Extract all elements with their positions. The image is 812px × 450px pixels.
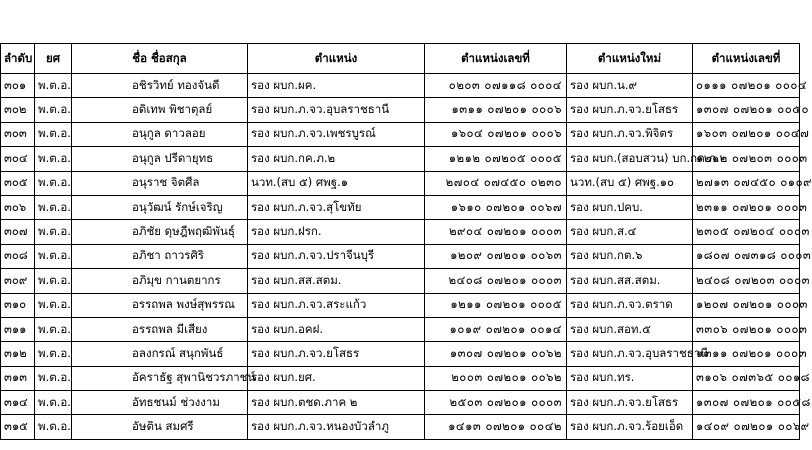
table-row [1, 293, 800, 317]
cell-new-position-number: ๑๒๑๒ ๐๗๒๐๓ ๐๐๐๓ [693, 147, 800, 171]
cell-position-number: ๒๕๐๓ ๐๗๒๐๑ ๐๐๐๓ [425, 391, 567, 415]
cell-position: รอง ผบก.ผค. [248, 74, 425, 98]
cell-rank: พ.ต.อ. [35, 195, 72, 219]
cell-new-position: รอง ผบก.ส.๔ [567, 220, 693, 244]
cell-rank: พ.ต.อ. [35, 317, 72, 341]
cell-position-number: ๑๒๑๑ ๐๗๒๐๑ ๐๐๐๕ [425, 293, 567, 317]
cell-number: ๓๐๖ [1, 195, 35, 219]
cell-position: รอง ผบก.ภ.จว.สุโขทัย [248, 195, 425, 219]
cell-new-position-number: ๑๓๐๗ ๐๗๒๐๑ ๐๐๕๐ [693, 98, 800, 122]
cell-number: ๓๑๑ [1, 317, 35, 341]
cell-position: นวท.(สบ ๕) ศพฐ.๑ [248, 171, 425, 195]
cell-position-number: ๑๒๐๙ ๐๗๒๐๑ ๐๐๖๓ [425, 244, 567, 268]
cell-rank: พ.ต.อ. [35, 391, 72, 415]
cell-position: รอง ผบก.อคฝ. [248, 317, 425, 341]
cell-position: รอง ผบก.ภ.จว.หนองบัวลำภู [248, 415, 425, 439]
table-row [1, 195, 800, 219]
cell-name: อภิชา ถาวรศิริ [72, 244, 248, 268]
cell-rank: พ.ต.อ. [35, 122, 72, 146]
cell-position: รอง ผบก.ฝรก. [248, 220, 425, 244]
cell-new-position: รอง ผบก.น.๙ [567, 74, 693, 98]
cell-name: อนุกูล ดาวลอย [72, 122, 248, 146]
cell-position-number: ๑๐๑๙ ๐๗๒๐๑ ๐๐๑๔ [425, 317, 567, 341]
cell-rank: พ.ต.อ. [35, 220, 72, 244]
cell-name: อชิรวิทย์ ทองจันดี [72, 74, 248, 98]
cell-number: ๓๐๘ [1, 244, 35, 268]
table-row [1, 366, 800, 390]
table-row [1, 244, 800, 268]
cell-new-position: รอง ผบก.ภ.จว.ยโสธร [567, 391, 693, 415]
table-row [1, 342, 800, 366]
cell-position-number: ๑๒๑๒ ๐๗๒๐๕ ๐๐๐๕ [425, 147, 567, 171]
cell-position: รอง ผบก.สส.สตม. [248, 269, 425, 293]
header-row [1, 44, 800, 74]
cell-name: อภิชัย ดุษฎีพฤฒิพันธุ์ [72, 220, 248, 244]
cell-new-position-number: ๒๓๐๕ ๐๗๒๐๔ ๐๐๐๓ [693, 220, 800, 244]
cell-new-position-number: ๑๓๐๗ ๐๗๒๐๑ ๐๐๕๘ [693, 391, 800, 415]
cell-new-position: รอง ผบก.กต.๖ [567, 244, 693, 268]
table-row [1, 317, 800, 341]
cell-new-position-number: ๑๔๐๙ ๐๗๒๐๑ ๐๐๖๙ [693, 415, 800, 439]
cell-name: อนุราช จิตศีล [72, 171, 248, 195]
cell-position-number: ๑๓๐๗ ๐๗๒๐๑ ๐๐๖๒ [425, 342, 567, 366]
cell-rank: พ.ต.อ. [35, 342, 72, 366]
cell-name: อนุกูล ปรีดายุทธ [72, 147, 248, 171]
personnel-table [0, 43, 812, 440]
cell-position: รอง ผบก.ภ.จว.สระแก้ว [248, 293, 425, 317]
cell-position-number: ๒๗๐๔ ๐๗๔๕๐ ๐๒๓๐ [425, 171, 567, 195]
cell-number: ๓๑๐ [1, 293, 35, 317]
cell-number: ๓๐๕ [1, 171, 35, 195]
cell-new-position-number: ๓๓๐๖ ๐๗๒๐๑ ๐๐๐๓ [693, 317, 800, 341]
cell-number: ๓๐๗ [1, 220, 35, 244]
cell-position: รอง ผบก.ภ.จว.เพชรบูรณ์ [248, 122, 425, 146]
cell-position-number: ๑๔๑๓ ๐๗๒๐๑ ๐๐๔๒ [425, 415, 567, 439]
header-rank: ยศ [35, 44, 72, 74]
cell-position-number: ๐๒๐๓ ๐๗๑๑๘ ๐๐๐๔ [425, 74, 567, 98]
cell-rank: พ.ต.อ. [35, 74, 72, 98]
cell-name: อรรถพล มีเสียง [72, 317, 248, 341]
cell-position: รอง ผบก.ตชด.ภาค ๒ [248, 391, 425, 415]
cell-new-position-number: ๒๗๑๓ ๐๗๔๕๐ ๐๑๐๙ [693, 171, 800, 195]
cell-name: อัทธชนม์ ช่วงงาม [72, 391, 248, 415]
header-position: ตำแหน่ง [248, 44, 425, 74]
cell-rank: พ.ต.อ. [35, 293, 72, 317]
cell-position-number: ๒๐๐๓ ๐๗๒๐๑ ๐๐๖๒ [425, 366, 567, 390]
header-new-position-number: ตำแหน่งเลขที่ [693, 44, 800, 74]
table-row [1, 171, 800, 195]
cell-rank: พ.ต.อ. [35, 147, 72, 171]
table-row [1, 74, 800, 98]
cell-new-position: รอง ผบก.ภ.จว.ร้อยเอ็ด [567, 415, 693, 439]
cell-new-position-number: ๑๒๐๗ ๐๗๒๐๑ ๐๐๐๓ [693, 293, 800, 317]
cell-position: รอง ผบก.ภ.จว.อุบลราชธานี [248, 98, 425, 122]
cell-new-position-number: ๓๑๐๖ ๐๗๓๖๕ ๐๐๑๘ [693, 366, 800, 390]
cell-name: อรรถพล พงษ์สุพรรณ [72, 293, 248, 317]
cell-new-position: รอง ผบก.ภ.จว.อุบลราชธานี [567, 342, 693, 366]
cell-position-number: ๒๔๐๘ ๐๗๒๐๑ ๐๐๐๓ [425, 269, 567, 293]
cell-name: อดิเทพ พิชาตุลย์ [72, 98, 248, 122]
cell-new-position-number: ๑๘๐๗ ๐๗๓๑๘ ๐๐๐๓ [693, 244, 800, 268]
cell-new-position-number: ๒๔๐๘ ๐๗๒๐๓ ๐๐๐๓ [693, 269, 800, 293]
table-row [1, 147, 800, 171]
cell-name: อัคราธัฐ สุพานิชวรภาชน์ [72, 366, 248, 390]
table-row [1, 391, 800, 415]
cell-number: ๓๑๕ [1, 415, 35, 439]
cell-position-number: ๑๓๑๑ ๐๗๒๐๑ ๐๐๐๖ [425, 98, 567, 122]
cell-new-position: รอง ผบก.ทร. [567, 366, 693, 390]
header-position-number: ตำแหน่งเลขที่ [425, 44, 567, 74]
cell-rank: พ.ต.อ. [35, 98, 72, 122]
cell-name: อภิมุข กานตยากร [72, 269, 248, 293]
cell-new-position: รอง ผบก.(สอบสวน) บก.กค.ภ.๒ [567, 147, 693, 171]
cell-number: ๓๑๔ [1, 391, 35, 415]
cell-position-number: ๒๙๐๔ ๐๗๒๐๑ ๐๐๐๓ [425, 220, 567, 244]
cell-number: ๓๐๓ [1, 122, 35, 146]
cell-number: ๓๐๑ [1, 74, 35, 98]
cell-new-position: รอง ผบก.สส.สตม. [567, 269, 693, 293]
cell-rank: พ.ต.อ. [35, 171, 72, 195]
table-body [1, 74, 812, 440]
cell-number: ๓๑๒ [1, 342, 35, 366]
cell-name: อัษติน สมศรี [72, 415, 248, 439]
header-name: ชื่อ ชื่อสกุล [72, 44, 248, 74]
cell-number: ๓๐๒ [1, 98, 35, 122]
table-row [1, 98, 800, 122]
table-row [1, 122, 800, 146]
cell-new-position-number: ๐๑๑๑ ๐๗๒๐๑ ๐๐๐๔ [693, 74, 800, 98]
cell-rank: พ.ต.อ. [35, 269, 72, 293]
cell-position: รอง ผบก.ภ.จว.ยโสธร [248, 342, 425, 366]
table-row [1, 415, 800, 439]
header-new-position: ตำแหน่งใหม่ [567, 44, 693, 74]
cell-rank: พ.ต.อ. [35, 366, 72, 390]
cell-rank: พ.ต.อ. [35, 415, 72, 439]
cell-name: อลงกรณ์ สนุกพันธ์ [72, 342, 248, 366]
cell-name: อนุวัฒน์ รักษ์เจริญ [72, 195, 248, 219]
cell-position: รอง ผบก.ภ.จว.ปราจีนบุรี [248, 244, 425, 268]
cell-number: ๓๐๙ [1, 269, 35, 293]
cell-position-number: ๑๖๐๔ ๐๗๒๐๑ ๐๐๐๖ [425, 122, 567, 146]
table-row [1, 269, 800, 293]
cell-position: รอง ผบก.ยศ. [248, 366, 425, 390]
cell-new-position: รอง ผบก.ภ.จว.พิจิตร [567, 122, 693, 146]
cell-rank: พ.ต.อ. [35, 244, 72, 268]
cell-new-position-number: ๑๖๐๓ ๐๗๒๐๑ ๐๐๔๗ [693, 122, 800, 146]
table-row [1, 220, 800, 244]
cell-number: ๓๐๔ [1, 147, 35, 171]
cell-number: ๓๑๓ [1, 366, 35, 390]
cell-new-position-number: ๑๓๑๑ ๐๗๒๐๑ ๐๐๐๓ [693, 342, 800, 366]
cell-position-number: ๑๖๑๐ ๐๗๒๐๑ ๐๐๖๗ [425, 195, 567, 219]
cell-new-position: นวท.(สบ ๕) ศพฐ.๑๐ [567, 171, 693, 195]
cell-new-position: รอง ผบก.ปคบ. [567, 195, 693, 219]
cell-new-position: รอง ผบก.ภ.จว.ตราด [567, 293, 693, 317]
header-no: ลำดับ [1, 44, 35, 74]
cell-position: รอง ผบก.กค.ภ.๒ [248, 147, 425, 171]
cell-new-position-number: ๒๓๑๑ ๐๗๒๐๑ ๐๐๐๓ [693, 195, 800, 219]
cell-new-position: รอง ผบก.สอท.๕ [567, 317, 693, 341]
cell-new-position: รอง ผบก.ภ.จว.ยโสธร [567, 98, 693, 122]
